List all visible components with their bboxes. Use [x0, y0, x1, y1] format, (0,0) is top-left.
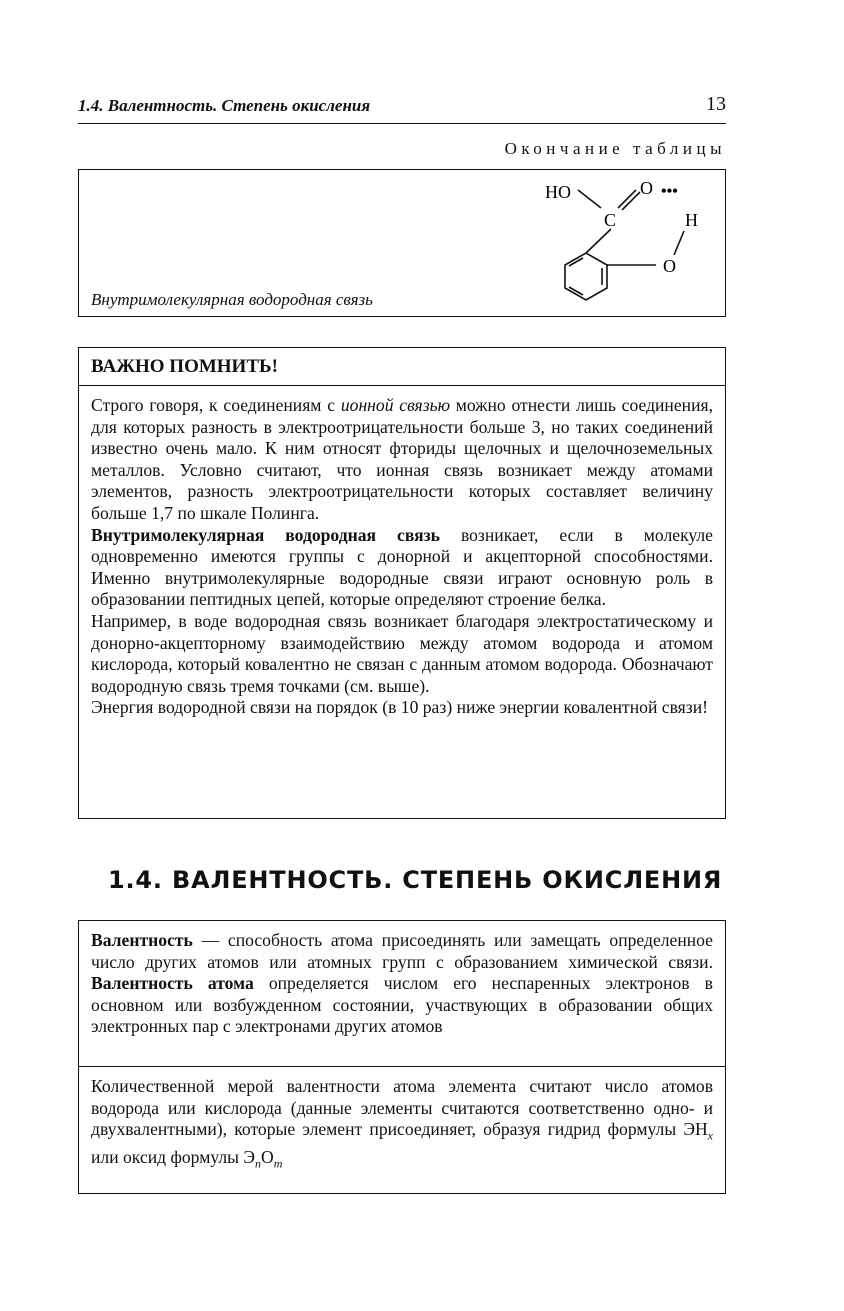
benzene-ring [565, 253, 607, 300]
example-table-row [78, 169, 726, 317]
oxide-subscript-n: n [255, 1156, 261, 1171]
hydride-subscript: x [707, 1128, 713, 1143]
running-head [78, 93, 726, 124]
ring-oxygen-label: O [663, 256, 676, 276]
hydrogen-bond-dots: ••• [661, 183, 678, 200]
atom-valence-term: Валентность атома [91, 973, 254, 994]
salicylic-acid-structure [452, 174, 698, 314]
carbon-label: C [604, 210, 617, 230]
valence-measure-row: Количественной мерой валентности атома элемента считают число атомов водорода или кислорода (данные элементы считаются соответственно одно- и двухвалентными), которые элемент присоединяет, образуя гидрид формулы $ЭН_x$ или оксид формулы $Э_nO_m$ [91, 1076, 713, 1171]
important-heading: ВАЖНО ПОМНИТЬ! [79, 348, 725, 386]
important-body [79, 386, 725, 719]
table-end-label: Окончание таблицы [504, 139, 726, 158]
section-heading: 1.4. ВАЛЕНТНОСТЬ. СТЕПЕНЬ ОКИСЛЕНИЯ [108, 866, 723, 894]
definitions-table [78, 920, 726, 1194]
hydrogen-label: H [685, 210, 698, 230]
ionic-bond-term: ионной связью [340, 395, 450, 415]
oxide-subscript-m: m [273, 1156, 283, 1171]
important-paragraph-1: Строго говоря, к соединениям с ионной связью можно отнести лишь соединения, для которых разность в электроотрицательности больше 3, но таких соединений известно очень мало. К ним относят фториды щелочных и щелочноземельных металлов. Условно считают, что ионная связь возникает между атомами элементов, разность электроотрицательности которых составляет величину больше 1,7 по шкале Полинга. [91, 395, 713, 523]
ring-carboxyl-bond [586, 229, 611, 253]
important-paragraph-3: Например, в воде водородная связь возникает благодаря электростатическому и донорно-акцепторному взаимодействию между атомом водорода и атомом кислорода, который ковалентно не связан с данным атомом водорода. Обозначают водородную связь тремя точками (см. выше). [91, 610, 713, 696]
important-paragraph-4: Энергия водородной связи на порядок (в 10 раз) ниже энергии ковалентной связи! [91, 697, 708, 718]
intramolecular-hbond-term: Внутримолекулярная водородная связь [91, 524, 440, 545]
running-title: 1.4. Валентность. Степень окисления [78, 96, 371, 115]
valence-term: Валентность [91, 930, 193, 950]
valence-definition-row: Валентность — способность атома присоединять или замещать определенное число других атомов или атомных групп с образованием химической связи. Валентность атома определяется числом его неспаренных электронов в основном или возбужденном состоянии, участвующих в образовании общих электронных пар с электронами других атомов [79, 921, 725, 1067]
important-paragraph-2: Внутримолекулярная водородная связь возникает, если в молекуле одновременно имеются группы с донорной и акцепторной способностями. Именно внутримолекулярные водородные связи играют основную роль в образовании пептидных цепей, которые определяют строение белка. [91, 524, 713, 610]
page-number: 13 [706, 93, 726, 115]
ho-label: HO [545, 182, 571, 202]
example-caption: Внутримолекулярная водородная связь [91, 290, 373, 309]
important-box [78, 347, 726, 819]
carbonyl-oxygen-label: O [640, 178, 653, 198]
